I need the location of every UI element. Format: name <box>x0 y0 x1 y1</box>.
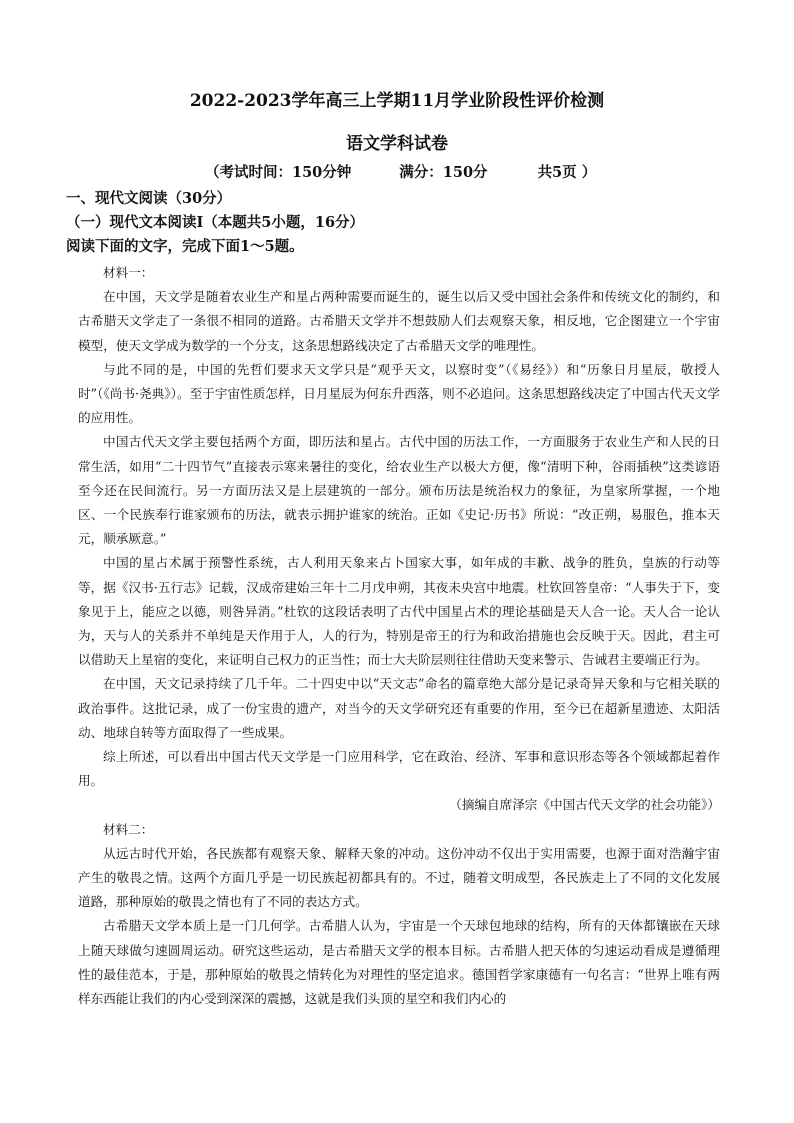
paragraph: 在中国，天文学是随着农业生产和星占两种需要而诞生的，诞生以后又受中国社会条件和传统文化的制约，和古希腊天文学走了一条很不相同的道路。古希腊天文学并不想鼓励人们去观察天象，相反地，它企图建立一个宇宙模型，使天文学成为数学的一个分支，这条思想路线决定了古希腊天文学的唯理性。 <box>78 289 720 353</box>
paragraph: 中国古代天文学主要包括两个方面，即历法和星占。古代中国的历法工作，一方面服务于农业生产和人民的日常生活，如用“二十四节气”直接表示寒来暑往的变化，给农业生产以极大方便，像“清明下种，谷雨插秧”这类谚语至今还在民间流行。另一方面历法又是上层建筑的一部分。颁布历法是统治权力的象征，为皇家所掌握，一个地区、一个民族奉行谁家颁布的历法，就表示拥护谁家的统治。正如《史记·历书》所说：“改正朔，易服色，推本天元，顺承厥意。” <box>78 434 720 547</box>
paragraph: 从远古时代开始，各民族都有观察天象、解释天象的冲动。这份冲动不仅出于实用需要，也源于面对浩瀚宇宙产生的敬畏之情。这两个方面几乎是一切民族起初都具有的。不过，随着文明成型，各民族走上了不同的文化发展道路，那种原始的敬畏之情也有了不同的表达方式。 <box>78 845 720 910</box>
paragraph: 与此不同的是，中国的先哲们要求天文学只是“观乎天文，以察时变”（《易经》）和“历象日月星辰，敬授人时”（《尚书·尧典》）。至于宇宙性质怎样，日月星辰为何东升西落，则不必追问。这条思想路线决定了中国古代天文学的应用性。 <box>78 361 720 426</box>
material-1-source: （摘编自席泽宗《中国古代天文学的社会功能》） <box>449 797 720 813</box>
material-2-label: 材料二： <box>103 821 154 837</box>
reading-instruction: 阅读下面的文字，完成下面1～5题。 <box>66 238 304 255</box>
material-1-label: 材料一： <box>103 265 154 280</box>
exam-subtitle: 语文学科试卷 <box>346 134 448 154</box>
page-count: 共5页 ） <box>537 164 597 181</box>
full-score: 满分：150分 <box>399 164 488 181</box>
exam-time: （考试时间：150分钟 <box>205 164 352 181</box>
exam-title: 2022-2023学年高三上学期11月学业阶段性评价检测 <box>189 91 605 111</box>
paragraph: 在中国，天文记录持续了几千年。二十四史中以“天文志”命名的篇章绝大部分是记录奇异天象和与它相关联的政治事件。这批记录，成了一份宝贵的遗产，对当今的天文学研究还有重要的作用，至今已在超新星遗迹、太阳活动、地球自转等方面取得了一些成果。 <box>78 676 720 740</box>
section-heading: 一、现代文阅读（30分） <box>66 190 232 207</box>
paragraph: 古希腊天文学本质上是一门几何学。古希腊人认为，宇宙是一个天球包地球的结构，所有的天体都镶嵌在天球上随天球做匀速圆周运动。研究这些运动，是古希腊天文学的根本目标。古希腊人把天体的匀速运动看成是遵循理性的最佳范本，于是，那种原始的敬畏之情转化为对理性的坚定追求。德国哲学家康德有一句名言：“世界上唯有两样东西能让我们的内心受到深深的震撼，这就是我们头顶的星空和我们内心的 <box>78 918 720 1007</box>
paragraph: 综上所述，可以看出中国古代天文学是一门应用科学，它在政治、经济、军事和意识形态等各个领域都起着作用。 <box>78 749 720 789</box>
material-1 <box>78 261 720 1011</box>
paragraph: 中国的星占术属于预警性系统，古人利用天象来占卜国家大事，如年成的丰歉、战争的胜负，皇族的行动等等，据《汉书·五行志》记载，汉成帝建始三年十二月戊申朔，其夜未央宫中地震。杜钦回答皇帝：“人事失于下，变象见于上，能应之以德，则咎异消。”杜钦的这段话表明了古代中国星占术的理论基础是天人合一论。天人合一论认为，天与人的关系并不单纯是天作用于人，人的行为，特别是帝王的行为和政治措施也会反映于天。因此，君主可以借助天上星宿的变化，来证明自己权力的正当性；而士大夫阶层则往往借助天变来警示、告诫君主要端正行为。 <box>78 555 720 668</box>
exam-info-line <box>205 161 596 182</box>
subsection-heading: （一）现代文本阅读Ⅰ（本题共5小题，16分） <box>66 214 365 231</box>
